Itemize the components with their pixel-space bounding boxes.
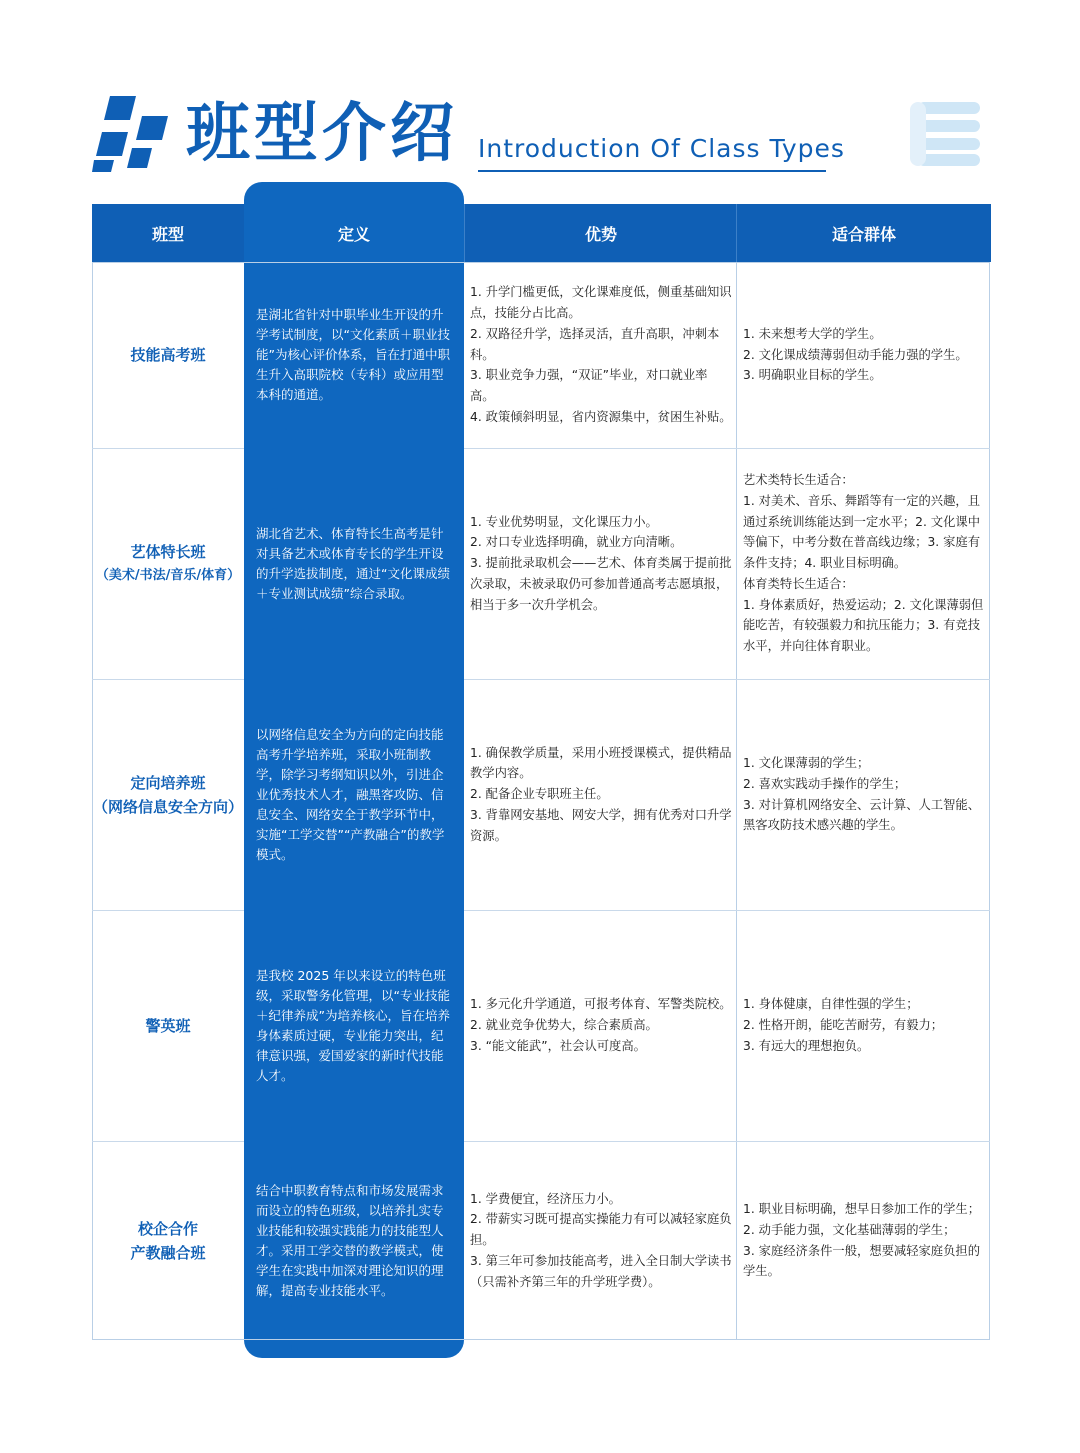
page-title: 班型介绍 [186, 97, 458, 171]
class-type-name: 定向培养班 [130, 773, 206, 792]
table-row-type [92, 448, 244, 679]
column-header-advantages: 优势 [464, 204, 737, 262]
table-row-definition [244, 679, 464, 910]
class-type-name: 校企合作 [137, 1219, 198, 1238]
table-row-definition [244, 262, 464, 448]
table-row-suitable [736, 1141, 990, 1340]
table-row-advantages [464, 910, 736, 1141]
suitable-text: 艺术类特长生适合： 1. 对美术、音乐、舞蹈等有一定的兴趣，且通过系统训练能达到一定水平；2. 文化课中等偏下，中考分数在普高线边缘；3. 家庭有条件支持；4. 职业目标明确。 体育类特长生适合： 1. 身体素质好，热爱运动；2. 文化课薄弱但能吃苦，有较强毅力和抗压能力；3. 有竞技水平，并向往体育职业。 [743, 472, 984, 654]
table-row-suitable [736, 448, 990, 679]
suitable-text: 1. 未来想考大学的学生。 2. 文化课成绩薄弱但动手能力强的学生。 3. 明确职业目标的学生。 [743, 326, 968, 383]
checker-logo-icon [92, 96, 168, 172]
column-header-definition: 定义 [337, 224, 370, 244]
table-row-suitable [736, 910, 990, 1141]
class-type-name: 艺体特长班 [130, 542, 206, 561]
suitable-text: 1. 文化课薄弱的学生； 2. 喜欢实践动手操作的学生； 3. 对计算机网络安全、云计算、人工智能、黑客攻防技术感兴趣的学生。 [743, 755, 980, 833]
advantages-text: 1. 升学门槛更低，文化课难度低，侧重基础知识点，技能分占比高。 2. 双路径升学，选择灵活，直升高职，冲刺本科。 3. 职业竞争力强，“双证”毕业，对口就业率高。 4. 政策倾斜明显，省内资源集中，贫困生补贴。 [470, 285, 732, 424]
page-subtitle: Introduction Of Class Types [478, 134, 845, 163]
advantages-text: 1. 多元化升学通道，可报考体育、军警类院校。 2. 就业竞争优势大，综合素质高。 3. “能文能武”，社会认可度高。 [470, 997, 732, 1053]
suitable-text: 1. 职业目标明确，想早日参加工作的学生； 2. 动手能力强，文化基础薄弱的学生； 3. 家庭经济条件一般，想要减轻家庭负担的学生。 [743, 1201, 980, 1279]
table-row-advantages [464, 448, 736, 679]
table-row-definition [244, 448, 464, 679]
class-type-name: 技能高考班 [130, 346, 206, 364]
class-type-subtitle: 产教融合班 [130, 1243, 206, 1262]
title-underline [478, 170, 826, 172]
advantages-text: 1. 确保教学质量，采用小班授课模式，提供精品教学内容。 2. 配备企业专职班主任。 3. 背靠网安基地、网安大学，拥有优秀对口升学资源。 [470, 745, 732, 843]
table-row-type [92, 1141, 244, 1340]
definition-text: 湖北省艺术、体育特长生高考是针对具备艺术或体育专长的学生开设的升学选拔制度，通过“文化课成绩＋专业测试成绩”综合录取。 [256, 525, 450, 601]
suitable-text: 1. 身体健康，自律性强的学生； 2. 性格开朗，能吃苦耐劳，有毅力； 3. 有远大的理想抱负。 [743, 997, 944, 1053]
table-row-definition [244, 910, 464, 1141]
definition-text: 结合中职教育特点和市场发展需求而设立的特色班级，以培养扎实专业技能和较强实践能力的技能型人才。采用工学交替的教学模式，使学生在实践中加深对理论知识的理解，提高专业技能水平。 [256, 1182, 444, 1298]
class-type-subtitle: （美术/书法/音乐/体育） [95, 567, 241, 583]
advantages-text: 1. 专业优势明显，文化课压力小。 2. 对口专业选择明确，就业方向清晰。 3. 提前批录取机会——艺术、体育类属于提前批次录取，未被录取仍可参加普通高考志愿填报，相当于多一次升学机会。 [470, 514, 732, 612]
striped-e-icon [908, 98, 984, 168]
table-row-type [92, 910, 244, 1141]
table-row-type [92, 262, 244, 448]
table-row-definition [244, 1141, 464, 1340]
table-row-advantages [464, 1141, 736, 1340]
definition-text: 以网络信息安全为方向的定向技能高考升学培养班，采取小班制教学，除学习考纲知识以外，引进企业优秀技术人才，融黑客攻防、信息安全、网络安全于教学环节中，实施“工学交替”“产教融合”的教学模式。 [256, 726, 445, 862]
definition-text: 是湖北省针对中职毕业生开设的升学考试制度，以“文化素质＋职业技能”为核心评价体系，旨在打通中职生升入高职院校（专科）或应用型本科的通道。 [256, 307, 450, 402]
table-row-advantages [464, 262, 736, 448]
table-row-suitable [736, 679, 990, 910]
definition-text: 是我校 2025 年以来设立的特色班级，采取警务化管理，以“专业技能＋纪律养成”为培养核心，旨在培养身体素质过硬，专业能力突出，纪律意识强，爱国爱家的新时代技能人才。 [256, 967, 450, 1083]
table-row-suitable [736, 262, 990, 448]
table-row-advantages [464, 679, 736, 910]
advantages-text: 1. 学费便宜，经济压力小。 2. 带薪实习既可提高实操能力有可以减轻家庭负担。 3. 第三年可参加技能高考，进入全日制大学读书（只需补齐第三年的升学班学费）。 [470, 1191, 732, 1289]
class-type-subtitle: （网络信息安全方向） [92, 797, 243, 816]
class-types-table [92, 204, 990, 1340]
table-row-type [92, 679, 244, 910]
class-type-name: 警英班 [145, 1016, 191, 1035]
column-header-type: 班型 [92, 204, 244, 262]
column-header-suitable: 适合群体 [736, 204, 991, 262]
